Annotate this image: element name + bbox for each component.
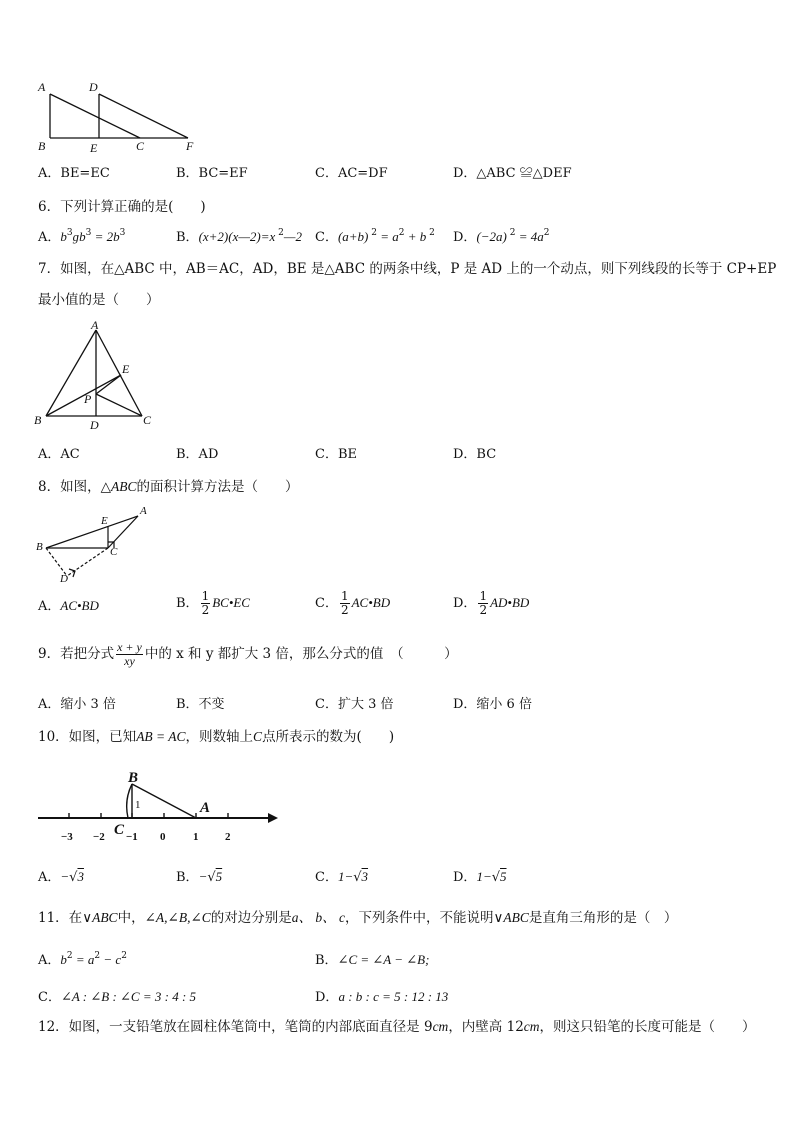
q7-option-c[interactable]: C．BE xyxy=(315,447,357,462)
q6-stem: 6．下列计算正确的是( ) xyxy=(38,199,206,215)
q11-option-d[interactable]: D．a : b : c = 5 : 12 : 13 xyxy=(315,989,449,1005)
q6-option-d[interactable]: D．(−2a) $^2 = 4a^2$ xyxy=(453,228,550,245)
q7-option-a[interactable]: A．AC xyxy=(38,447,80,462)
q10-tick-0: 0 xyxy=(160,831,166,843)
q10-tick-neg3: −3 xyxy=(61,831,73,843)
q10-label-b: B xyxy=(128,770,139,786)
q8-label-d: D xyxy=(60,573,68,585)
q9-stem: 9．若把分式 $\frac{x + y}{xy}$ 中的 x 和 y 都扩大 3 倍，那么分式的值 （ ） xyxy=(38,640,458,668)
q5-option-b[interactable]: B．BC=EF xyxy=(176,166,248,181)
q5-label-b: B xyxy=(38,139,46,153)
q12-stem: 12．如图，一支铅笔放在圆柱体笔筒中，笔筒的内部底面直径是 9cm，内壁高 12cm，则这只铅笔的长度可能是（ ） xyxy=(38,1019,756,1035)
q5-option-d[interactable]: D．△ABC ≌△DEF xyxy=(453,166,572,181)
q11-stem: 11．在∨ABC中，∠A,∠B,∠C的对边分别是a、 b、 c，下列条件中，不能说明∨ABC是直角三角形的是（ ） xyxy=(38,910,678,926)
q5-label-d: D xyxy=(89,80,98,94)
q10-label-c: C xyxy=(114,822,125,838)
q7-figure xyxy=(32,318,162,433)
q9-option-c[interactable]: C．扩大 3 倍 xyxy=(315,697,394,712)
q10-tick-1: 1 xyxy=(193,831,199,843)
q5-label-a: A xyxy=(38,80,46,94)
q10-tick-2: 2 xyxy=(225,831,231,843)
q8-figure xyxy=(32,500,157,586)
q8-label-a: A xyxy=(140,505,147,517)
q7-option-d[interactable]: D．BC xyxy=(453,447,497,462)
q8-option-b[interactable]: B． $\frac{1}{2}$ BC•EC xyxy=(176,589,250,617)
q7-label-p: P xyxy=(84,392,92,406)
q7-option-b[interactable]: B．AD xyxy=(176,447,219,462)
q7-label-e: E xyxy=(122,362,130,376)
q8-label-e: E xyxy=(101,515,108,527)
q7-stem-line1: 7．如图，在△ABC 中，AB＝AC，AD，BE 是△ABC 的两条中线，P 是 AD 上的一个动点，则下列线段的长等于 CP+EP xyxy=(38,261,777,277)
q9-option-a[interactable]: A．缩小 3 倍 xyxy=(38,697,116,712)
q5-option-a[interactable]: A．BE=EC xyxy=(38,166,110,181)
q9-option-d[interactable]: D．缩小 6 倍 xyxy=(453,697,532,712)
q6-option-a[interactable]: A．$b^3ɡb^3 = 2b^3$ xyxy=(38,228,126,245)
q8-option-a[interactable]: A．AC•BD xyxy=(38,598,99,614)
q10-option-b[interactable]: B．−√5 xyxy=(176,869,223,885)
q10-option-c[interactable]: C．1−√3 xyxy=(315,869,369,885)
q5-label-e: E xyxy=(90,141,98,155)
q7-label-a: A xyxy=(91,318,99,332)
q10-stem: 10．如图，已知AB = AC，则数轴上C点所表示的数为( ) xyxy=(38,729,395,745)
q10-tick-neg1: −1 xyxy=(126,831,138,843)
q8-label-c: C xyxy=(110,546,118,558)
q5-label-c: C xyxy=(136,139,145,153)
q5-figure xyxy=(32,78,202,156)
q11-option-c[interactable]: C．∠A : ∠B : ∠C = 3 : 4 : 5 xyxy=(38,989,197,1005)
q5-label-f: F xyxy=(186,139,194,153)
q7-label-d: D xyxy=(90,418,99,432)
q6-option-b[interactable]: B．(x+2)(x—2)=x $^2$—2 xyxy=(176,228,302,245)
q7-label-c: C xyxy=(143,413,152,427)
q10-label-a: A xyxy=(200,800,211,816)
q5-option-c[interactable]: C．AC=DF xyxy=(315,166,388,181)
q11-option-a[interactable]: A．$b^2 = a^2 - c^2$ xyxy=(38,951,127,968)
q10-option-a[interactable]: A．−√3 xyxy=(38,869,84,885)
q7-stem-line2: 最小值的是（ ） xyxy=(38,292,160,308)
q11-option-b[interactable]: B．∠C = ∠A − ∠B; xyxy=(315,952,430,968)
q10-label-1: 1 xyxy=(135,799,141,811)
q10-option-d[interactable]: D．1−√5 xyxy=(453,869,507,885)
q6-option-c[interactable]: C．(a+b) $^2 = a^2 + b$ $^2$ xyxy=(315,228,435,245)
q7-label-b: B xyxy=(34,413,42,427)
q10-number-line-figure xyxy=(32,762,284,844)
q10-tick-neg2: −2 xyxy=(93,831,105,843)
q8-option-c[interactable]: C． $\frac{1}{2}$ AC•BD xyxy=(315,589,391,617)
q9-option-b[interactable]: B．不变 xyxy=(176,697,225,712)
q8-stem: 8．如图，△ABC的面积计算方法是（ ） xyxy=(38,479,299,495)
q8-option-d[interactable]: D． $\frac{1}{2}$ AD•BD xyxy=(453,589,530,617)
q8-label-b: B xyxy=(36,541,43,553)
